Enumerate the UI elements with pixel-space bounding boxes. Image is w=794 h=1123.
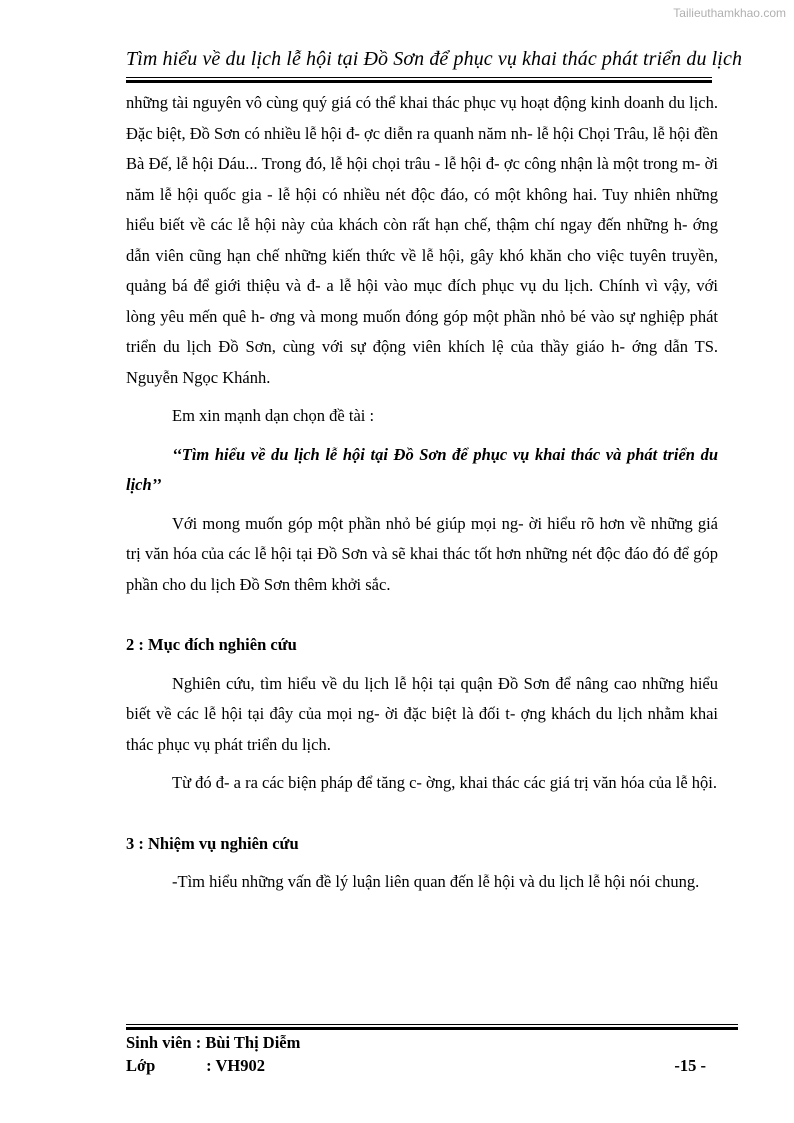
student-name: : Bùi Thị Diễm	[195, 1033, 301, 1052]
watermark: Tailieuthamkhao.com	[673, 6, 786, 20]
student-label: Sinh viên	[126, 1033, 192, 1052]
section-2-paragraph-1: Nghiên cứu, tìm hiểu về du lịch lễ hội tại quận Đồ Sơn để nâng cao những hiểu biết về các lễ hội tại đây của mọi ng- ời đặc biệt là đối t- ợng khách du lịch nhằm khai thác phục vụ phát triển du lịch.	[126, 673, 718, 754]
header-rule-thick	[126, 80, 712, 83]
running-header-title: Tìm hiểu về du lịch lễ hội tại Đồ Sơn để phục vụ khai thác phát triển du lịch	[126, 48, 743, 70]
footer-rule	[126, 1024, 738, 1025]
wish-paragraph: Với mong muốn góp một phần nhỏ bé giúp mọi ng- ời hiểu rõ hơn về những giá trị văn hóa của các lễ hội tại Đồ Sơn và sẽ khai thác tốt hơn những nét độc đáo đó để góp phần cho du lịch Đồ Sơn thêm khởi sắc.	[126, 513, 718, 594]
footer-student	[126, 1033, 706, 1053]
section-2-paragraph-2: Từ đó đ- a ra các biện pháp để tăng c- ờng, khai thác các giá trị văn hóa của lễ hội.	[172, 773, 717, 792]
section-3-heading: 3 : Nhiệm vụ nghiên cứu	[126, 833, 299, 853]
section-2-heading: 2 : Mục đích nghiên cứu	[126, 635, 297, 654]
choose-topic-line: Em xin mạnh dạn chọn đề tài :	[172, 406, 375, 425]
class-value: : VH902	[206, 1056, 265, 1075]
intro-paragraph: những tài nguyên vô cùng quý giá có thể khai thác phục vụ hoạt động kinh doanh du lịch. Đặc biệt, Đồ Sơn có nhiều lễ hội đ- ợc diễn ra quanh năm nh- lễ hội Chọi Trâu, lễ hội đền Bà Đế, lễ hội Dáu... Trong đó, lễ hội chọi trâu - lễ hội đ- ợc công nhận là một trong m- ời năm lễ hội quốc gia - lễ hội có nhiều nét độc đáo, có một không hai. Tuy nhiên những hiểu biết về các lễ hội này của khách còn rất hạn chế, thậm chí ngay đến những h- ớng dẫn viên cũng hạn chế những kiến thức về lễ hội, gây khó khăn cho việc tuyên truyền, quảng bá để giới thiệu và đ- a lễ hội vào mục đích phục vụ du lịch. Chính vì vậy, với lòng yêu mến quê h- ơng và mong muốn đóng góp một phần nhỏ bé vào sự nghiệp phát triển du lịch Đồ Sơn, cùng với sự động viên khích lệ của thầy giáo h- ớng dẫn TS. Nguyễn Ngọc Khánh.	[126, 93, 718, 387]
page-body	[126, 88, 718, 898]
header-rule	[126, 77, 712, 78]
topic-title: ‘‘Tìm hiểu về du lịch lễ hội tại Đồ Sơn để phục vụ khai thác và phát triển du lịch’’	[126, 444, 718, 494]
footer-class	[126, 1056, 706, 1076]
class-label: Lớp	[126, 1056, 156, 1075]
page-number: -15 -	[674, 1056, 706, 1075]
footer-rule-thick	[126, 1027, 738, 1030]
section-3-paragraph-1: -Tìm hiểu những vấn đề lý luận liên quan đến lễ hội và du lịch lễ hội nói chung.	[172, 872, 700, 891]
